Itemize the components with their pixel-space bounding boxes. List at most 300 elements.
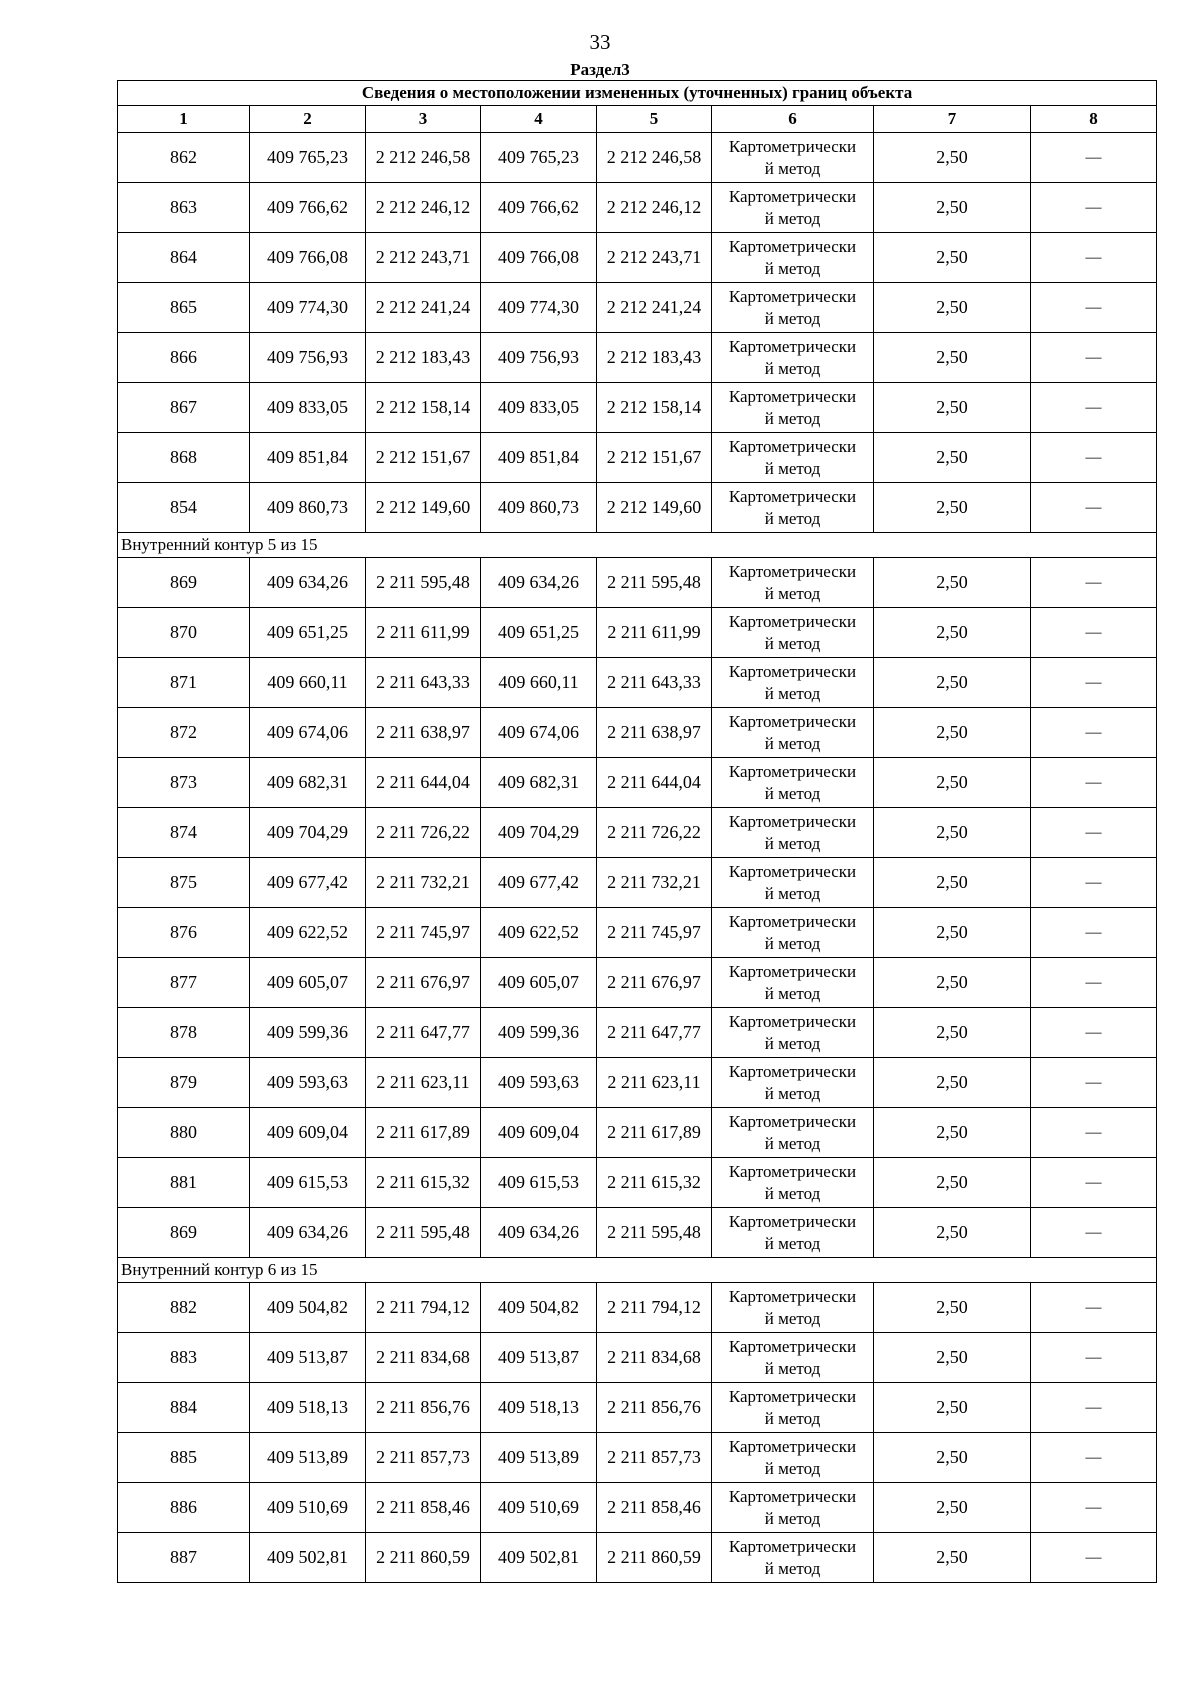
table-row (118, 133, 1157, 183)
method-cell (712, 758, 874, 808)
method-text: Картометрически (728, 1061, 857, 1081)
y-before-cell: 2 212 183,43 (366, 333, 481, 383)
point-id-cell: 873 (118, 758, 250, 808)
table-row (118, 433, 1157, 483)
method-text: й метод (764, 308, 821, 328)
x-after-cell: 409 677,42 (481, 858, 597, 908)
y-before-cell: 2 212 149,60 (366, 483, 481, 533)
method-cell (712, 1483, 874, 1533)
method-text: Картометрически (728, 661, 857, 681)
accuracy-cell: 2,50 (874, 908, 1031, 958)
x-before-cell: 409 833,05 (250, 383, 366, 433)
y-before-cell: 2 211 856,76 (366, 1383, 481, 1433)
x-before-cell: 409 504,82 (250, 1283, 366, 1333)
x-after-cell: 409 593,63 (481, 1058, 597, 1108)
accuracy-cell: 2,50 (874, 608, 1031, 658)
point-id-cell: 886 (118, 1483, 250, 1533)
accuracy-cell: 2,50 (874, 858, 1031, 908)
table-row (118, 1483, 1157, 1533)
method-text: Картометрически (728, 961, 857, 981)
x-after-cell: 409 833,05 (481, 383, 597, 433)
table-row (118, 1058, 1157, 1108)
note-cell: — (1031, 1108, 1157, 1158)
method-cell (712, 1058, 874, 1108)
x-before-cell: 409 510,69 (250, 1483, 366, 1533)
column-number: 6 (712, 106, 874, 133)
method-cell (712, 133, 874, 183)
y-before-cell: 2 211 595,48 (366, 558, 481, 608)
method-text: й метод (764, 1133, 821, 1153)
y-before-cell: 2 211 638,97 (366, 708, 481, 758)
method-text: Картометрически (728, 1211, 857, 1231)
table-row (118, 958, 1157, 1008)
point-id-cell: 869 (118, 1208, 250, 1258)
note-cell: — (1031, 1333, 1157, 1383)
x-after-cell: 409 651,25 (481, 608, 597, 658)
note-cell: — (1031, 1533, 1157, 1583)
method-text: Картометрически (728, 811, 857, 831)
method-text: й метод (764, 783, 821, 803)
y-before-cell: 2 211 676,97 (366, 958, 481, 1008)
note-cell: — (1031, 1433, 1157, 1483)
method-text: Картометрически (728, 761, 857, 781)
table-row (118, 808, 1157, 858)
x-before-cell: 409 622,52 (250, 908, 366, 958)
point-id-cell: 884 (118, 1383, 250, 1433)
y-before-cell: 2 211 611,99 (366, 608, 481, 658)
x-after-cell: 409 599,36 (481, 1008, 597, 1058)
point-id-cell: 872 (118, 708, 250, 758)
x-before-cell: 409 765,23 (250, 133, 366, 183)
note-cell: — (1031, 1483, 1157, 1533)
method-cell (712, 1108, 874, 1158)
note-cell: — (1031, 383, 1157, 433)
point-id-cell: 854 (118, 483, 250, 533)
method-text: й метод (764, 508, 821, 528)
accuracy-cell: 2,50 (874, 758, 1031, 808)
accuracy-cell: 2,50 (874, 183, 1031, 233)
method-text: Картометрически (728, 136, 857, 156)
method-cell (712, 708, 874, 758)
table-row (118, 658, 1157, 708)
note-cell: — (1031, 708, 1157, 758)
method-text: й метод (764, 208, 821, 228)
point-id-cell: 867 (118, 383, 250, 433)
method-cell (712, 858, 874, 908)
note-cell: — (1031, 483, 1157, 533)
table-row (118, 758, 1157, 808)
accuracy-cell: 2,50 (874, 433, 1031, 483)
y-before-cell: 2 211 857,73 (366, 1433, 481, 1483)
note-cell: — (1031, 1158, 1157, 1208)
method-text: й метод (764, 408, 821, 428)
table-title: Сведения о местоположении измененных (уточненных) границ объекта (118, 81, 1157, 106)
method-text: Картометрически (728, 236, 857, 256)
y-after-cell: 2 212 246,12 (597, 183, 712, 233)
table-caption-row (118, 81, 1157, 106)
accuracy-cell: 2,50 (874, 1158, 1031, 1208)
table-row (118, 1383, 1157, 1433)
table-row (118, 233, 1157, 283)
y-after-cell: 2 212 151,67 (597, 433, 712, 483)
y-before-cell: 2 211 794,12 (366, 1283, 481, 1333)
x-after-cell: 409 634,26 (481, 558, 597, 608)
method-text: й метод (764, 458, 821, 478)
note-cell: — (1031, 1208, 1157, 1258)
table-row (118, 1533, 1157, 1583)
x-before-cell: 409 766,62 (250, 183, 366, 233)
y-before-cell: 2 211 595,48 (366, 1208, 481, 1258)
point-id-cell: 862 (118, 133, 250, 183)
method-cell (712, 483, 874, 533)
table-row (118, 558, 1157, 608)
y-after-cell: 2 211 857,73 (597, 1433, 712, 1483)
y-before-cell: 2 211 860,59 (366, 1533, 481, 1583)
method-cell (712, 183, 874, 233)
method-cell (712, 233, 874, 283)
accuracy-cell: 2,50 (874, 383, 1031, 433)
method-text: Картометрически (728, 561, 857, 581)
accuracy-cell: 2,50 (874, 1483, 1031, 1533)
method-cell (712, 1433, 874, 1483)
x-before-cell: 409 660,11 (250, 658, 366, 708)
y-after-cell: 2 212 149,60 (597, 483, 712, 533)
method-text: Картометрически (728, 1161, 857, 1181)
y-after-cell: 2 211 676,97 (597, 958, 712, 1008)
contour-header-row (118, 1258, 1157, 1283)
y-before-cell: 2 211 644,04 (366, 758, 481, 808)
point-id-cell: 882 (118, 1283, 250, 1333)
table-row (118, 383, 1157, 433)
note-cell: — (1031, 233, 1157, 283)
note-cell: — (1031, 658, 1157, 708)
x-after-cell: 409 622,52 (481, 908, 597, 958)
method-text: й метод (764, 258, 821, 278)
accuracy-cell: 2,50 (874, 958, 1031, 1008)
x-after-cell: 409 513,89 (481, 1433, 597, 1483)
x-after-cell: 409 510,69 (481, 1483, 597, 1533)
method-cell (712, 1158, 874, 1208)
note-cell: — (1031, 133, 1157, 183)
y-before-cell: 2 211 643,33 (366, 658, 481, 708)
note-cell: — (1031, 908, 1157, 958)
x-after-cell: 409 851,84 (481, 433, 597, 483)
note-cell: — (1031, 333, 1157, 383)
note-cell: — (1031, 608, 1157, 658)
y-before-cell: 2 212 243,71 (366, 233, 481, 283)
y-before-cell: 2 211 745,97 (366, 908, 481, 958)
table-row (118, 858, 1157, 908)
x-after-cell: 409 518,13 (481, 1383, 597, 1433)
table-row (118, 183, 1157, 233)
x-before-cell: 409 593,63 (250, 1058, 366, 1108)
method-text: й метод (764, 1558, 821, 1578)
accuracy-cell: 2,50 (874, 133, 1031, 183)
method-text: Картометрически (728, 336, 857, 356)
x-before-cell: 409 674,06 (250, 708, 366, 758)
x-before-cell: 409 756,93 (250, 333, 366, 383)
x-before-cell: 409 615,53 (250, 1158, 366, 1208)
x-before-cell: 409 677,42 (250, 858, 366, 908)
page-number: 33 (589, 30, 611, 54)
y-after-cell: 2 212 243,71 (597, 233, 712, 283)
point-id-cell: 864 (118, 233, 250, 283)
table-row (118, 1283, 1157, 1333)
method-cell (712, 383, 874, 433)
note-cell: — (1031, 558, 1157, 608)
method-text: Картометрически (728, 1386, 857, 1406)
y-before-cell: 2 212 241,24 (366, 283, 481, 333)
y-before-cell: 2 211 615,32 (366, 1158, 481, 1208)
method-text: й метод (764, 583, 821, 603)
note-cell: — (1031, 433, 1157, 483)
x-after-cell: 409 674,06 (481, 708, 597, 758)
y-after-cell: 2 211 858,46 (597, 1483, 712, 1533)
x-after-cell: 409 766,62 (481, 183, 597, 233)
y-after-cell: 2 212 241,24 (597, 283, 712, 333)
accuracy-cell: 2,50 (874, 283, 1031, 333)
accuracy-cell: 2,50 (874, 483, 1031, 533)
y-before-cell: 2 211 834,68 (366, 1333, 481, 1383)
x-after-cell: 409 605,07 (481, 958, 597, 1008)
method-text: й метод (764, 983, 821, 1003)
x-before-cell: 409 634,26 (250, 1208, 366, 1258)
y-after-cell: 2 212 158,14 (597, 383, 712, 433)
accuracy-cell: 2,50 (874, 708, 1031, 758)
column-number-row (118, 106, 1157, 133)
method-cell (712, 1283, 874, 1333)
method-text: й метод (764, 1508, 821, 1528)
accuracy-cell: 2,50 (874, 333, 1031, 383)
x-after-cell: 409 860,73 (481, 483, 597, 533)
method-text: Картометрически (728, 486, 857, 506)
y-after-cell: 2 211 595,48 (597, 1208, 712, 1258)
table-row (118, 608, 1157, 658)
accuracy-cell: 2,50 (874, 1208, 1031, 1258)
y-before-cell: 2 212 246,58 (366, 133, 481, 183)
y-after-cell: 2 212 246,58 (597, 133, 712, 183)
method-cell (712, 908, 874, 958)
method-cell (712, 283, 874, 333)
note-cell: — (1031, 1383, 1157, 1433)
method-text: й метод (764, 1358, 821, 1378)
note-cell: — (1031, 858, 1157, 908)
x-after-cell: 409 609,04 (481, 1108, 597, 1158)
y-after-cell: 2 211 595,48 (597, 558, 712, 608)
y-after-cell: 2 211 732,21 (597, 858, 712, 908)
accuracy-cell: 2,50 (874, 1008, 1031, 1058)
method-cell (712, 1008, 874, 1058)
x-before-cell: 409 774,30 (250, 283, 366, 333)
y-after-cell: 2 211 647,77 (597, 1008, 712, 1058)
y-after-cell: 2 211 794,12 (597, 1283, 712, 1333)
point-id-cell: 878 (118, 1008, 250, 1058)
method-text: Картометрически (728, 711, 857, 731)
method-text: Картометрически (728, 611, 857, 631)
accuracy-cell: 2,50 (874, 558, 1031, 608)
x-after-cell: 409 513,87 (481, 1333, 597, 1383)
table-row (118, 1433, 1157, 1483)
x-after-cell: 409 504,82 (481, 1283, 597, 1333)
method-text: Картометрически (728, 286, 857, 306)
accuracy-cell: 2,50 (874, 1108, 1031, 1158)
contour-label: Внутренний контур 5 из 15 (118, 533, 1157, 558)
accuracy-cell: 2,50 (874, 1283, 1031, 1333)
x-before-cell: 409 860,73 (250, 483, 366, 533)
x-after-cell: 409 660,11 (481, 658, 597, 708)
method-text: Картометрически (728, 186, 857, 206)
y-after-cell: 2 211 617,89 (597, 1108, 712, 1158)
column-number: 2 (250, 106, 366, 133)
x-before-cell: 409 766,08 (250, 233, 366, 283)
point-id-cell: 874 (118, 808, 250, 858)
note-cell: — (1031, 1058, 1157, 1108)
method-cell (712, 1383, 874, 1433)
accuracy-cell: 2,50 (874, 1533, 1031, 1583)
method-cell (712, 433, 874, 483)
y-after-cell: 2 211 726,22 (597, 808, 712, 858)
note-cell: — (1031, 1008, 1157, 1058)
y-after-cell: 2 211 834,68 (597, 1333, 712, 1383)
table-row (118, 908, 1157, 958)
x-after-cell: 409 774,30 (481, 283, 597, 333)
y-before-cell: 2 212 158,14 (366, 383, 481, 433)
x-after-cell: 409 615,53 (481, 1158, 597, 1208)
y-before-cell: 2 211 726,22 (366, 808, 481, 858)
x-before-cell: 409 704,29 (250, 808, 366, 858)
method-cell (712, 658, 874, 708)
method-text: Картометрически (728, 1111, 857, 1131)
x-after-cell: 409 502,81 (481, 1533, 597, 1583)
column-number: 3 (366, 106, 481, 133)
method-text: й метод (764, 1408, 821, 1428)
table-row (118, 483, 1157, 533)
x-before-cell: 409 513,87 (250, 1333, 366, 1383)
x-before-cell: 409 599,36 (250, 1008, 366, 1058)
y-after-cell: 2 211 856,76 (597, 1383, 712, 1433)
column-number: 5 (597, 106, 712, 133)
point-id-cell: 865 (118, 283, 250, 333)
method-text: й метод (764, 633, 821, 653)
method-text: й метод (764, 358, 821, 378)
note-cell: — (1031, 183, 1157, 233)
method-text: Картометрически (728, 1336, 857, 1356)
point-id-cell: 879 (118, 1058, 250, 1108)
method-text: й метод (764, 833, 821, 853)
point-id-cell: 881 (118, 1158, 250, 1208)
method-cell (712, 333, 874, 383)
section-title: Раздел3 (570, 60, 630, 79)
accuracy-cell: 2,50 (874, 1333, 1031, 1383)
table-row (118, 1208, 1157, 1258)
method-text: Картометрически (728, 861, 857, 881)
note-cell: — (1031, 958, 1157, 1008)
method-cell (712, 608, 874, 658)
method-text: й метод (764, 1233, 821, 1253)
y-before-cell: 2 211 858,46 (366, 1483, 481, 1533)
method-text: й метод (764, 1033, 821, 1053)
x-after-cell: 409 682,31 (481, 758, 597, 808)
table-row (118, 1158, 1157, 1208)
method-text: й метод (764, 1308, 821, 1328)
x-before-cell: 409 634,26 (250, 558, 366, 608)
point-id-cell: 871 (118, 658, 250, 708)
note-cell: — (1031, 1283, 1157, 1333)
table-body (118, 133, 1157, 1583)
method-text: Картометрически (728, 1286, 857, 1306)
accuracy-cell: 2,50 (874, 1433, 1031, 1483)
y-before-cell: 2 211 617,89 (366, 1108, 481, 1158)
table-row (118, 1333, 1157, 1383)
x-before-cell: 409 605,07 (250, 958, 366, 1008)
method-text: Картометрически (728, 1536, 857, 1556)
note-cell: — (1031, 758, 1157, 808)
y-before-cell: 2 211 647,77 (366, 1008, 481, 1058)
column-number: 7 (874, 106, 1031, 133)
x-before-cell: 409 682,31 (250, 758, 366, 808)
point-id-cell: 875 (118, 858, 250, 908)
y-before-cell: 2 212 151,67 (366, 433, 481, 483)
method-text: й метод (764, 733, 821, 753)
method-text: й метод (764, 1183, 821, 1203)
y-after-cell: 2 211 623,11 (597, 1058, 712, 1108)
method-text: й метод (764, 1083, 821, 1103)
method-cell (712, 1208, 874, 1258)
y-after-cell: 2 211 611,99 (597, 608, 712, 658)
x-after-cell: 409 704,29 (481, 808, 597, 858)
accuracy-cell: 2,50 (874, 1383, 1031, 1433)
method-text: й метод (764, 933, 821, 953)
x-before-cell: 409 518,13 (250, 1383, 366, 1433)
point-id-cell: 883 (118, 1333, 250, 1383)
method-cell (712, 558, 874, 608)
y-after-cell: 2 212 183,43 (597, 333, 712, 383)
method-cell (712, 1533, 874, 1583)
contour-label: Внутренний контур 6 из 15 (118, 1258, 1157, 1283)
point-id-cell: 885 (118, 1433, 250, 1483)
point-id-cell: 866 (118, 333, 250, 383)
coordinates-table (117, 80, 1157, 1583)
table-row (118, 1108, 1157, 1158)
y-before-cell: 2 211 623,11 (366, 1058, 481, 1108)
point-id-cell: 880 (118, 1108, 250, 1158)
method-text: й метод (764, 683, 821, 703)
y-after-cell: 2 211 745,97 (597, 908, 712, 958)
method-text: Картометрически (728, 386, 857, 406)
x-before-cell: 409 513,89 (250, 1433, 366, 1483)
point-id-cell: 877 (118, 958, 250, 1008)
method-text: Картометрически (728, 911, 857, 931)
column-number: 1 (118, 106, 250, 133)
method-text: Картометрически (728, 1436, 857, 1456)
table-row (118, 708, 1157, 758)
method-cell (712, 958, 874, 1008)
accuracy-cell: 2,50 (874, 233, 1031, 283)
method-text: Картометрически (728, 1011, 857, 1031)
x-before-cell: 409 609,04 (250, 1108, 366, 1158)
method-text: й метод (764, 158, 821, 178)
accuracy-cell: 2,50 (874, 1058, 1031, 1108)
note-cell: — (1031, 283, 1157, 333)
y-after-cell: 2 211 638,97 (597, 708, 712, 758)
y-after-cell: 2 211 644,04 (597, 758, 712, 808)
x-after-cell: 409 634,26 (481, 1208, 597, 1258)
method-text: Картометрически (728, 436, 857, 456)
table-row (118, 1008, 1157, 1058)
x-after-cell: 409 765,23 (481, 133, 597, 183)
table-row (118, 333, 1157, 383)
column-number: 8 (1031, 106, 1157, 133)
